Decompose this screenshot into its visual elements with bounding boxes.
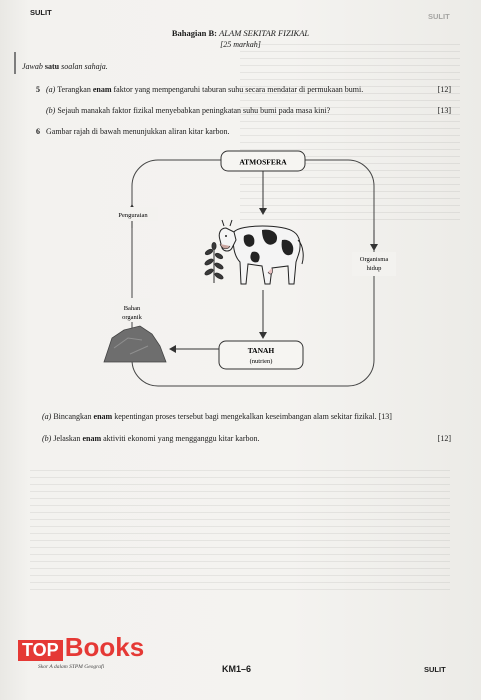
q5b-text: Sejauh manakah faktor fizikal menyebabkan peningkatan suhu bumi pada masa kini? <box>57 106 331 115</box>
page-number: KM1–6 <box>222 664 252 674</box>
bahan-label-1: Bahan <box>123 305 141 312</box>
q5b-marks: [13] <box>437 106 451 115</box>
organic-matter-rock <box>104 326 166 362</box>
question-6-intro: Gambar rajah di bawah menunjukkan aliran kitar karbon. <box>46 127 230 136</box>
q6a-post: kepentingan proses tersebut bagi mengekalkan keseimbangan alam sekitar fizikal. <box>114 412 377 421</box>
q6a-pre: Bincangkan <box>53 412 92 421</box>
penguraian-label: Penguraian <box>118 212 148 219</box>
atmosfera-label: ATMOSFERA <box>239 157 287 167</box>
q6b-bold: enam <box>82 434 102 443</box>
q6b-label: (b) <box>42 434 52 443</box>
q5a-post: faktor yang mempengaruhi taburan suhu secara mendatar di permukaan bumi. <box>113 85 364 94</box>
question-5-number: 5 <box>36 85 40 94</box>
logo-books: Books <box>64 632 145 662</box>
question-6b <box>42 434 382 444</box>
logo-top: TOP <box>18 640 63 661</box>
question-6a <box>42 412 442 422</box>
tanah-label: TANAH <box>247 346 275 355</box>
header-right: SULIT <box>428 12 450 21</box>
q5a-marks: [12] <box>437 85 451 94</box>
q6b-marks: [12] <box>437 434 451 443</box>
q6a-bold: enam <box>93 412 113 421</box>
topbooks-logo <box>18 632 144 663</box>
section-name: ALAM SEKITAR FIZIKAL <box>219 28 310 38</box>
organisma-label-1: Organisma <box>359 256 389 263</box>
header-left: SULIT <box>30 8 52 17</box>
footer-right: SULIT <box>424 665 446 674</box>
question-6-number: 6 <box>36 127 40 136</box>
bahan-label-2: organik <box>122 314 142 321</box>
instruction-pre: Jawab <box>22 62 43 71</box>
section-marks: [25 markah] <box>220 40 261 49</box>
q5b-label: (b) <box>46 106 56 115</box>
footnote: Skor A dalam STPM Geografi <box>38 664 105 670</box>
section-prefix: Bahagian B: <box>171 28 217 38</box>
instruction-bold: satu <box>44 62 60 71</box>
plant-icon <box>204 243 224 284</box>
tanah-sublabel: (nutrien) <box>249 358 273 365</box>
q6b-post: aktiviti ekonomi yang mengganggu kitar karbon. <box>103 434 260 443</box>
q6a-label: (a) <box>42 412 52 421</box>
q5a-label: (a) <box>46 85 56 94</box>
q5a-bold: enam <box>92 85 112 94</box>
q5a-pre: Terangkan <box>57 85 91 94</box>
q6b-pre: Jelaskan <box>53 434 81 443</box>
instruction-post: soalan sahaja. <box>61 62 108 71</box>
q6a-marks: [13] <box>378 412 392 421</box>
cow-icon <box>219 220 303 284</box>
organisma-label-2: hidup <box>366 265 382 272</box>
